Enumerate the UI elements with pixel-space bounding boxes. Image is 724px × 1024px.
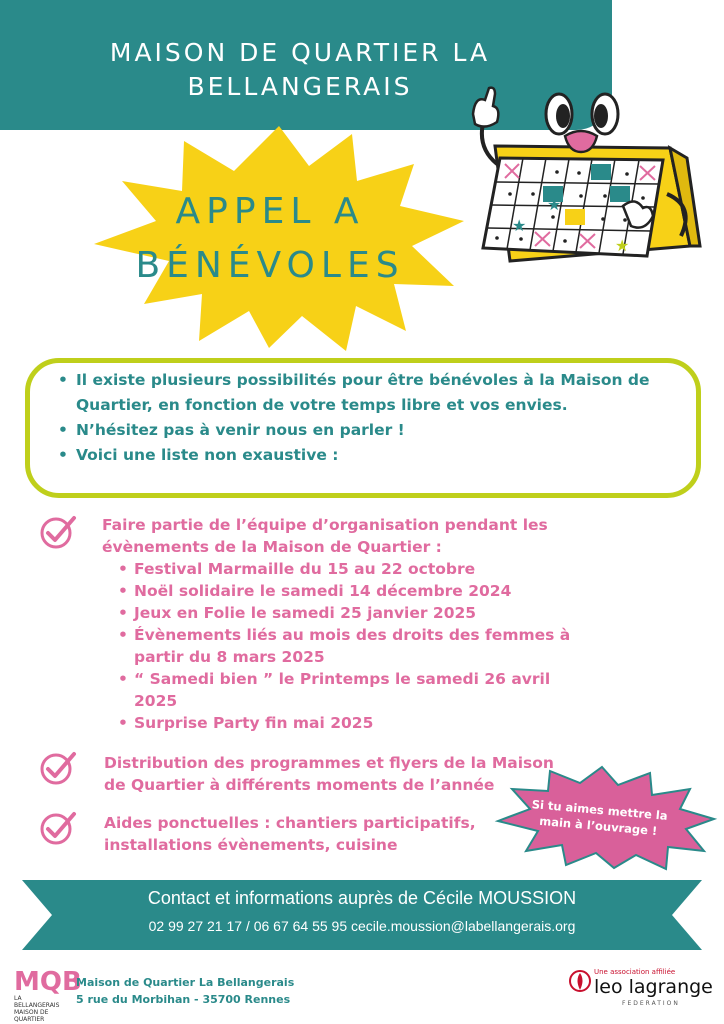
calendar-mascot-icon [455, 86, 705, 276]
partner-tagline: Une association affiliée [594, 968, 676, 976]
event-item: • Évènements liés au mois des droits des femmes à partir du 8 mars 2025 [118, 624, 572, 668]
event-item: • Surprise Party fin mai 2025 [118, 712, 572, 734]
check-icon [38, 810, 78, 846]
footer-address [76, 974, 294, 1008]
headline-line-2: BÉNÉVOLES [135, 245, 405, 286]
callout-text: Si tu aimes mettre la main à l’ouvrage ! [531, 797, 669, 839]
events-list [118, 558, 572, 734]
svg-text:★: ★ [615, 236, 630, 255]
event-item: • Jeux en Folie le samedi 25 janvier 2025 [118, 602, 572, 624]
leo-lagrange-logo-icon [568, 968, 592, 994]
partner-federation: FEDERATION [622, 1000, 680, 1007]
info-item: • N’hésitez pas à venir nous en parler ! [58, 418, 678, 443]
event-item: • Festival Marmaille du 15 au 22 octobre [118, 558, 572, 580]
check-icon [38, 514, 78, 550]
mqb-logo-letter: MQB [14, 967, 82, 997]
mqb-logo-icon [14, 962, 82, 997]
check-icon [38, 750, 78, 786]
info-item: • Il existe plusieurs possibilités pour être bénévoles à la Maison de Quartier, en fonction de votre temps libre et vos envies. [58, 368, 678, 418]
section-aides: Aides ponctuelles : chantiers participatifs, installations évènements, cuisine [104, 814, 476, 854]
event-item: • Noël solidaire le samedi 14 décembre 2024 [118, 580, 572, 602]
contact-title: Contact et informations auprès de Cécile MOUSSION [147, 888, 577, 908]
footer-street: 5 rue du Morbihan - 35700 Rennes [76, 993, 291, 1006]
section-events-title: Faire partie de l’équipe d’organisation pendant les évènements de la Maison de Quartier : [102, 516, 548, 556]
mqb-logo-subtitle-line-2: MAISON DE QUARTIER [14, 1009, 49, 1023]
mqb-logo-subtitle-line-1: LA BELLANGERAIS [14, 995, 60, 1009]
partner-name: leo lagrange [594, 976, 713, 998]
event-item: • “ Samedi bien ” le Printemps le samedi 26 avril 2025 [118, 668, 572, 712]
title-line-1: MAISON DE QUARTIER LA [109, 38, 491, 67]
section-events [102, 514, 572, 734]
contact-details: 02 99 27 21 17 / 06 67 64 55 95 cecile.moussion@labellangerais.org [148, 918, 576, 934]
headline [130, 185, 410, 293]
svg-text:★: ★ [547, 195, 562, 214]
title-line-2: BELLANGERAIS [187, 72, 413, 101]
section-distribution: Distribution des programmes et flyers de la Maison de Quartier à différents moments de l’année [104, 754, 554, 794]
info-item: • Voici une liste non exaustive : [58, 443, 678, 468]
info-list [58, 368, 678, 468]
mqb-logo-subtitle [14, 995, 64, 1023]
headline-line-1: APPEL A [175, 191, 365, 232]
svg-text:MQB [14, 967, 82, 997]
footer-org-name: Maison de Quartier La Bellangerais [76, 976, 295, 989]
svg-text:★: ★ [512, 216, 527, 235]
